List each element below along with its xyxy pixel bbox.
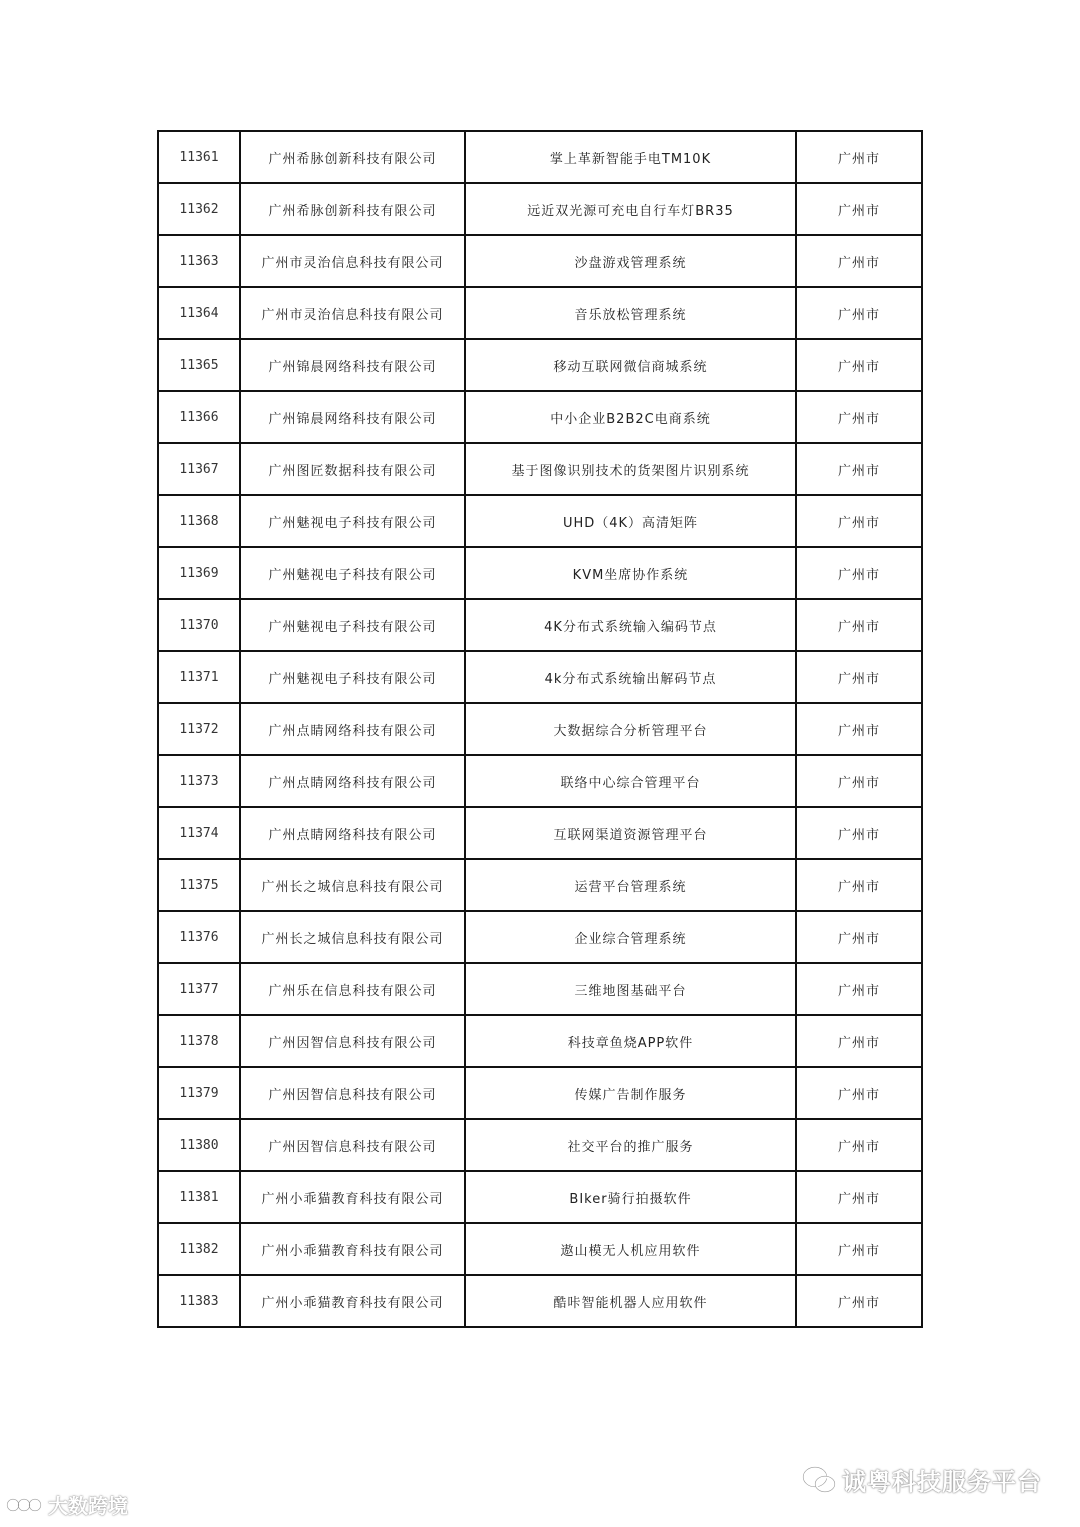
cell-company: 广州魅视电子科技有限公司 [240, 547, 465, 599]
cell-company: 广州希脉创新科技有限公司 [240, 131, 465, 183]
dashu-logo-icon [6, 1494, 42, 1516]
cell-product: KVM坐席协作系统 [465, 547, 796, 599]
cell-id: 11375 [158, 859, 240, 911]
cell-id: 11371 [158, 651, 240, 703]
cell-city: 广州市 [796, 183, 922, 235]
cell-product: 传媒广告制作服务 [465, 1067, 796, 1119]
cell-id: 11382 [158, 1223, 240, 1275]
cell-company: 广州市灵治信息科技有限公司 [240, 287, 465, 339]
cell-product: 运营平台管理系统 [465, 859, 796, 911]
cell-city: 广州市 [796, 339, 922, 391]
cell-id: 11367 [158, 443, 240, 495]
cell-product: 互联网渠道资源管理平台 [465, 807, 796, 859]
cell-id: 11363 [158, 235, 240, 287]
cell-product: BIker骑行拍摄软件 [465, 1171, 796, 1223]
cell-company: 广州魅视电子科技有限公司 [240, 495, 465, 547]
cell-city: 广州市 [796, 755, 922, 807]
cell-id: 11376 [158, 911, 240, 963]
cell-id: 11365 [158, 339, 240, 391]
cell-company: 广州魅视电子科技有限公司 [240, 599, 465, 651]
table-row [158, 391, 922, 443]
table-row [158, 235, 922, 287]
table-row [158, 495, 922, 547]
cell-company: 广州点睛网络科技有限公司 [240, 703, 465, 755]
cell-product: 科技章鱼烧APP软件 [465, 1015, 796, 1067]
table-row [158, 131, 922, 183]
table-row [158, 1119, 922, 1171]
cell-city: 广州市 [796, 859, 922, 911]
cell-company: 广州市灵治信息科技有限公司 [240, 235, 465, 287]
cell-id: 11373 [158, 755, 240, 807]
table-row [158, 1171, 922, 1223]
cell-product: 远近双光源可充电自行车灯BR35 [465, 183, 796, 235]
cell-id: 11361 [158, 131, 240, 183]
cell-city: 广州市 [796, 807, 922, 859]
cell-company: 广州锦晨网络科技有限公司 [240, 391, 465, 443]
table-row [158, 339, 922, 391]
cell-product: 中小企业B2B2C电商系统 [465, 391, 796, 443]
cell-company: 广州小乖猫教育科技有限公司 [240, 1223, 465, 1275]
cell-city: 广州市 [796, 1119, 922, 1171]
table-row [158, 287, 922, 339]
cell-city: 广州市 [796, 599, 922, 651]
cell-id: 11377 [158, 963, 240, 1015]
cell-product: 基于图像识别技术的货架图片识别系统 [465, 443, 796, 495]
cell-id: 11370 [158, 599, 240, 651]
cell-city: 广州市 [796, 911, 922, 963]
cell-product: 移动互联网微信商城系统 [465, 339, 796, 391]
cell-company: 广州锦晨网络科技有限公司 [240, 339, 465, 391]
watermark-dashu [6, 1490, 128, 1519]
watermark-left-text: 大数跨境 [48, 1494, 128, 1518]
cell-company: 广州因智信息科技有限公司 [240, 1119, 465, 1171]
project-list-table [157, 130, 923, 1328]
cell-city: 广州市 [796, 1015, 922, 1067]
cell-product: 4K分布式系统输入编码节点 [465, 599, 796, 651]
cell-city: 广州市 [796, 235, 922, 287]
cell-company: 广州点睛网络科技有限公司 [240, 755, 465, 807]
table-row [158, 443, 922, 495]
cell-id: 11378 [158, 1015, 240, 1067]
table-row [158, 547, 922, 599]
table-body [158, 131, 922, 1327]
cell-city: 广州市 [796, 703, 922, 755]
cell-company: 广州图匠数据科技有限公司 [240, 443, 465, 495]
cell-city: 广州市 [796, 443, 922, 495]
cell-city: 广州市 [796, 1067, 922, 1119]
cell-city: 广州市 [796, 1223, 922, 1275]
table-row [158, 651, 922, 703]
table-row [158, 1275, 922, 1327]
cell-product: 社交平台的推广服务 [465, 1119, 796, 1171]
cell-city: 广州市 [796, 1275, 922, 1327]
cell-product: 沙盘游戏管理系统 [465, 235, 796, 287]
table-row [158, 859, 922, 911]
cell-product: 音乐放松管理系统 [465, 287, 796, 339]
cell-id: 11364 [158, 287, 240, 339]
wechat-icon [802, 1466, 836, 1494]
table-row [158, 183, 922, 235]
table-row [158, 1223, 922, 1275]
watermark-right-text: 诚粤科技服务平台 [842, 1468, 1042, 1496]
table-row [158, 1015, 922, 1067]
table-row [158, 755, 922, 807]
cell-city: 广州市 [796, 547, 922, 599]
cell-id: 11369 [158, 547, 240, 599]
cell-product: 掌上革新智能手电TM10K [465, 131, 796, 183]
cell-company: 广州魅视电子科技有限公司 [240, 651, 465, 703]
cell-city: 广州市 [796, 1171, 922, 1223]
cell-product: 4k分布式系统输出解码节点 [465, 651, 796, 703]
table-row [158, 703, 922, 755]
cell-product: 遨山模无人机应用软件 [465, 1223, 796, 1275]
cell-city: 广州市 [796, 131, 922, 183]
cell-city: 广州市 [796, 391, 922, 443]
cell-product: 大数据综合分析管理平台 [465, 703, 796, 755]
cell-id: 11366 [158, 391, 240, 443]
cell-company: 广州小乖猫教育科技有限公司 [240, 1275, 465, 1327]
table-row [158, 911, 922, 963]
cell-company: 广州乐在信息科技有限公司 [240, 963, 465, 1015]
cell-id: 11379 [158, 1067, 240, 1119]
cell-id: 11362 [158, 183, 240, 235]
cell-id: 11368 [158, 495, 240, 547]
table-row [158, 807, 922, 859]
cell-company: 广州希脉创新科技有限公司 [240, 183, 465, 235]
cell-id: 11380 [158, 1119, 240, 1171]
cell-product: 联络中心综合管理平台 [465, 755, 796, 807]
cell-city: 广州市 [796, 651, 922, 703]
cell-company: 广州因智信息科技有限公司 [240, 1067, 465, 1119]
cell-city: 广州市 [796, 963, 922, 1015]
cell-product: 三维地图基础平台 [465, 963, 796, 1015]
cell-product: UHD（4K）高清矩阵 [465, 495, 796, 547]
cell-id: 11383 [158, 1275, 240, 1327]
cell-company: 广州小乖猫教育科技有限公司 [240, 1171, 465, 1223]
cell-product: 酷咔智能机器人应用软件 [465, 1275, 796, 1327]
cell-company: 广州因智信息科技有限公司 [240, 1015, 465, 1067]
cell-product: 企业综合管理系统 [465, 911, 796, 963]
watermark-wechat [802, 1462, 1042, 1497]
table-row [158, 963, 922, 1015]
table-row [158, 599, 922, 651]
cell-company: 广州长之城信息科技有限公司 [240, 859, 465, 911]
cell-company: 广州点睛网络科技有限公司 [240, 807, 465, 859]
cell-id: 11374 [158, 807, 240, 859]
cell-id: 11381 [158, 1171, 240, 1223]
cell-city: 广州市 [796, 287, 922, 339]
table-row [158, 1067, 922, 1119]
cell-company: 广州长之城信息科技有限公司 [240, 911, 465, 963]
cell-id: 11372 [158, 703, 240, 755]
cell-city: 广州市 [796, 495, 922, 547]
